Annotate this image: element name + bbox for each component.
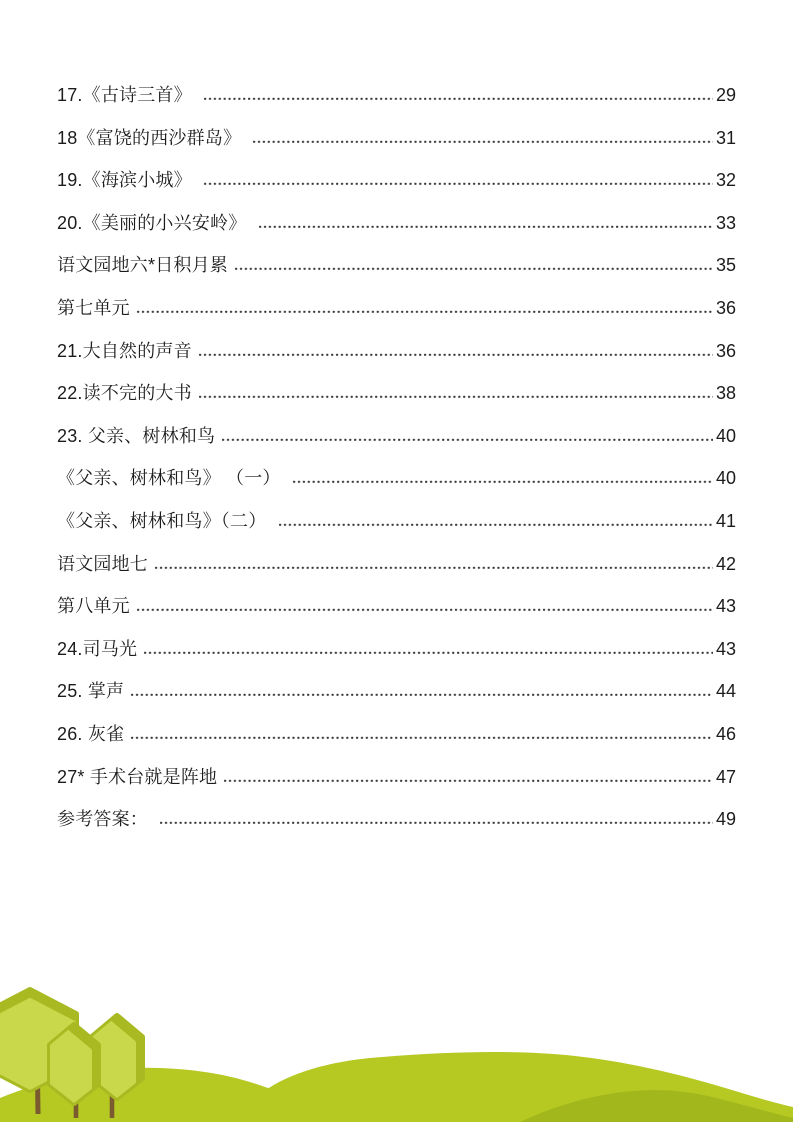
toc-entry[interactable] xyxy=(57,680,736,703)
toc-entry[interactable] xyxy=(57,340,736,363)
toc-entry-page: 32 xyxy=(715,170,736,191)
toc-entry-label: 17.《古诗三首》 xyxy=(57,85,198,105)
toc-entry-page: 44 xyxy=(715,681,736,702)
dot-leader xyxy=(198,395,713,399)
dot-leader xyxy=(143,651,713,655)
toc-entry[interactable] xyxy=(57,84,736,107)
toc-entry-label: 18《富饶的西沙群岛》 xyxy=(57,127,247,148)
toc-entry-label: 22.读不完的大书 xyxy=(57,383,192,404)
dot-leader xyxy=(136,310,713,314)
toc-entry-page: 29 xyxy=(715,85,736,105)
toc-entry-label: 语文园地六*日积月累 xyxy=(57,255,229,276)
toc-entry-label: 第七单元 xyxy=(57,297,130,318)
toc-entry[interactable] xyxy=(57,169,736,192)
toc-entry-page: 49 xyxy=(715,809,736,830)
toc-entry[interactable] xyxy=(57,425,736,448)
toc-entry-page: 31 xyxy=(715,127,736,148)
toc-entry-page: 46 xyxy=(715,723,736,744)
toc-entry-page: 47 xyxy=(715,766,736,787)
table-of-contents xyxy=(0,84,793,851)
toc-entry-page: 43 xyxy=(715,638,736,659)
toc-entry-page: 35 xyxy=(715,255,736,276)
dot-leader xyxy=(198,353,713,357)
toc-entry[interactable] xyxy=(57,212,736,235)
toc-entry-label: 语文园地七 xyxy=(57,553,148,574)
dot-leader xyxy=(136,608,713,612)
dot-leader xyxy=(221,438,713,442)
toc-entry-label: 19.《海滨小城》 xyxy=(57,170,198,191)
toc-entry[interactable] xyxy=(57,723,736,746)
toc-entry-page: 40 xyxy=(715,468,736,489)
dot-leader xyxy=(278,523,713,527)
toc-entry-page: 42 xyxy=(715,553,736,574)
dot-leader xyxy=(130,736,713,740)
toc-entry-label: 25. 掌声 xyxy=(57,681,125,702)
toc-entry-page: 43 xyxy=(715,596,736,617)
toc-entry-page: 36 xyxy=(715,340,736,361)
dot-leader xyxy=(258,225,713,229)
toc-entry-page: 41 xyxy=(715,510,736,531)
toc-entry[interactable] xyxy=(57,766,736,789)
toc-entry[interactable] xyxy=(57,297,736,320)
dot-leader xyxy=(154,566,713,570)
toc-entry-page: 38 xyxy=(715,383,736,404)
toc-entry-label: 参考答案： xyxy=(57,809,154,830)
toc-entry-page: 33 xyxy=(715,212,736,233)
dot-leader xyxy=(234,267,713,271)
toc-entry[interactable] xyxy=(57,553,736,576)
toc-entry-label: 《父亲、树林和鸟》 （一） xyxy=(57,468,286,489)
toc-entry-label: 21.大自然的声音 xyxy=(57,340,192,361)
dot-leader xyxy=(203,97,713,101)
toc-entry-label: 27* 手术台就是阵地 xyxy=(57,766,218,787)
toc-entry[interactable] xyxy=(57,638,736,661)
dot-leader xyxy=(292,480,713,484)
dot-leader xyxy=(223,779,713,783)
toc-entry[interactable] xyxy=(57,127,736,150)
toc-entry[interactable] xyxy=(57,510,736,533)
toc-entry[interactable] xyxy=(57,254,736,277)
toc-entry-label: 23. 父亲、树林和鸟 xyxy=(57,425,216,446)
dot-leader xyxy=(159,821,713,825)
toc-entry[interactable] xyxy=(57,595,736,618)
toc-entry[interactable] xyxy=(57,467,736,490)
toc-entry-label: 20.《美丽的小兴安岭》 xyxy=(57,212,252,233)
footer-illustration xyxy=(0,972,793,1122)
dot-leader xyxy=(252,140,713,144)
toc-entry-page: 36 xyxy=(715,297,736,318)
toc-entry[interactable] xyxy=(57,808,736,831)
toc-entry-label: 24.司马光 xyxy=(57,638,138,659)
toc-entry[interactable] xyxy=(57,382,736,405)
toc-entry-label: 26. 灰雀 xyxy=(57,723,125,744)
toc-entry-page: 40 xyxy=(715,425,736,446)
toc-entry-label: 第八单元 xyxy=(57,596,130,617)
dot-leader xyxy=(130,693,713,697)
dot-leader xyxy=(203,182,713,186)
toc-entry-label: 《父亲、树林和鸟》（二） xyxy=(57,510,272,531)
